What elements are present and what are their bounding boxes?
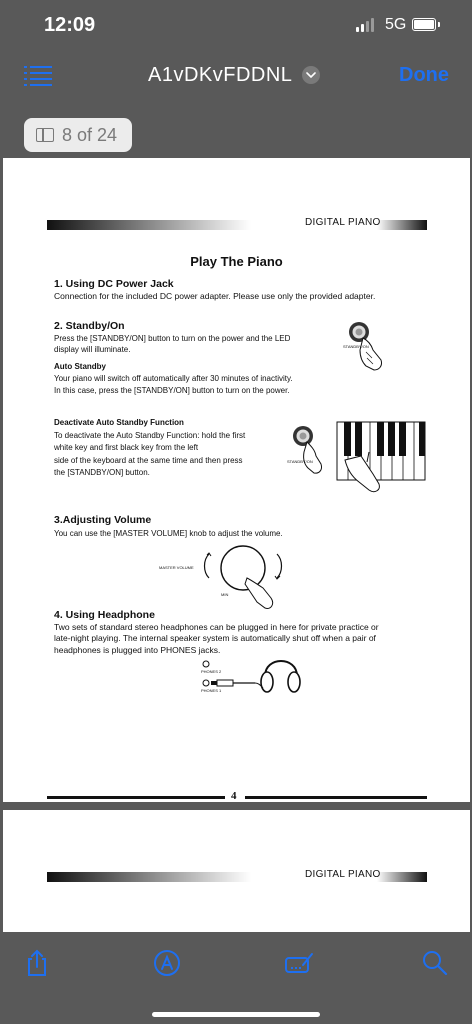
- section-text: headphones is plugged into PHONES jacks.: [54, 645, 221, 655]
- section-text: Two sets of standard stereo headphones can be plugged in here for private practice or: [54, 622, 379, 632]
- section-text: In this case, press the [STANDBY/ON] button to turn on the power.: [54, 386, 290, 395]
- phones1-label: PHONES 1: [201, 688, 222, 693]
- page-header-bar: [47, 217, 427, 230]
- section-text: To deactivate the Auto Standby Function: hold the first: [54, 431, 246, 440]
- section-text: side of the keyboard at the same time and then press: [54, 456, 243, 465]
- battery-icon: [412, 18, 436, 31]
- subsection-heading: Auto Standby: [54, 362, 106, 371]
- list-icon[interactable]: [24, 64, 52, 86]
- section-text: You can use the [MASTER VOLUME] knob to adjust the volume.: [54, 529, 283, 538]
- section-heading: 4. Using Headphone: [54, 609, 155, 621]
- page-header-label: DIGITAL PIANO: [305, 869, 381, 880]
- status-bar: [0, 0, 472, 52]
- page-header-bar: [47, 869, 427, 882]
- page-indicator-text: 8 of 24: [62, 124, 118, 145]
- page-title: Play The Piano: [190, 254, 283, 269]
- standby-label: STANDBY/ON: [287, 459, 313, 464]
- section-heading: 1. Using DC Power Jack: [54, 278, 174, 290]
- section-heading: 2. Standby/On: [54, 320, 125, 332]
- section-text: the [STANDBY/ON] button.: [54, 468, 150, 477]
- document-viewer[interactable]: [0, 100, 472, 932]
- cellular-signal-icon: [356, 18, 374, 32]
- section-text: late-night playing. The internal speaker system is automatically shut off when a pair of: [54, 633, 376, 643]
- section-text: Connection for the included DC power adapter. Please use only the provided adapter.: [54, 291, 376, 301]
- home-indicator: [152, 1012, 320, 1017]
- pdf-page: [3, 158, 470, 802]
- signature-icon[interactable]: [284, 948, 314, 978]
- subsection-heading: Deactivate Auto Standby Function: [54, 418, 184, 427]
- master-volume-knob-illustration: [157, 540, 307, 610]
- headphone-jack-illustration: [197, 648, 307, 704]
- page-footer-rule: [47, 796, 427, 799]
- section-heading: 3.Adjusting Volume: [54, 514, 152, 526]
- next-pdf-page: [3, 810, 470, 932]
- markup-icon[interactable]: [152, 948, 182, 978]
- keyboard-standby-illustration: [285, 416, 427, 500]
- chevron-down-icon[interactable]: [302, 66, 320, 84]
- phones2-label: PHONES 2: [201, 669, 222, 674]
- search-icon[interactable]: [420, 948, 450, 978]
- section-text: Press the [STANDBY/ON] button to turn on the power and the LED: [54, 334, 291, 343]
- page-indicator: [24, 118, 132, 152]
- knob-min-label: MIN: [221, 592, 229, 597]
- network-type: 5G: [385, 16, 407, 33]
- section-text: display will illuminate.: [54, 345, 131, 354]
- sidebar-icon: [36, 128, 54, 142]
- page-number: 4: [231, 790, 237, 802]
- section-text: white key and first black key from the left: [54, 443, 199, 452]
- standby-label: STANDBY/ON: [343, 344, 369, 349]
- nav-bar: [0, 52, 472, 100]
- bottom-toolbar: [0, 932, 472, 1024]
- standby-button-illustration: [341, 320, 403, 376]
- share-icon[interactable]: [22, 948, 52, 978]
- section-text: Your piano will switch off automatically after 30 minutes of inactivity.: [54, 374, 293, 383]
- page-header-label: DIGITAL PIANO: [305, 217, 381, 228]
- done-button[interactable]: Done: [399, 64, 449, 86]
- status-time: 12:09: [44, 14, 96, 36]
- document-title[interactable]: A1vDKvFDDNL: [148, 64, 293, 86]
- master-volume-label: MASTER VOLUME: [159, 565, 194, 570]
